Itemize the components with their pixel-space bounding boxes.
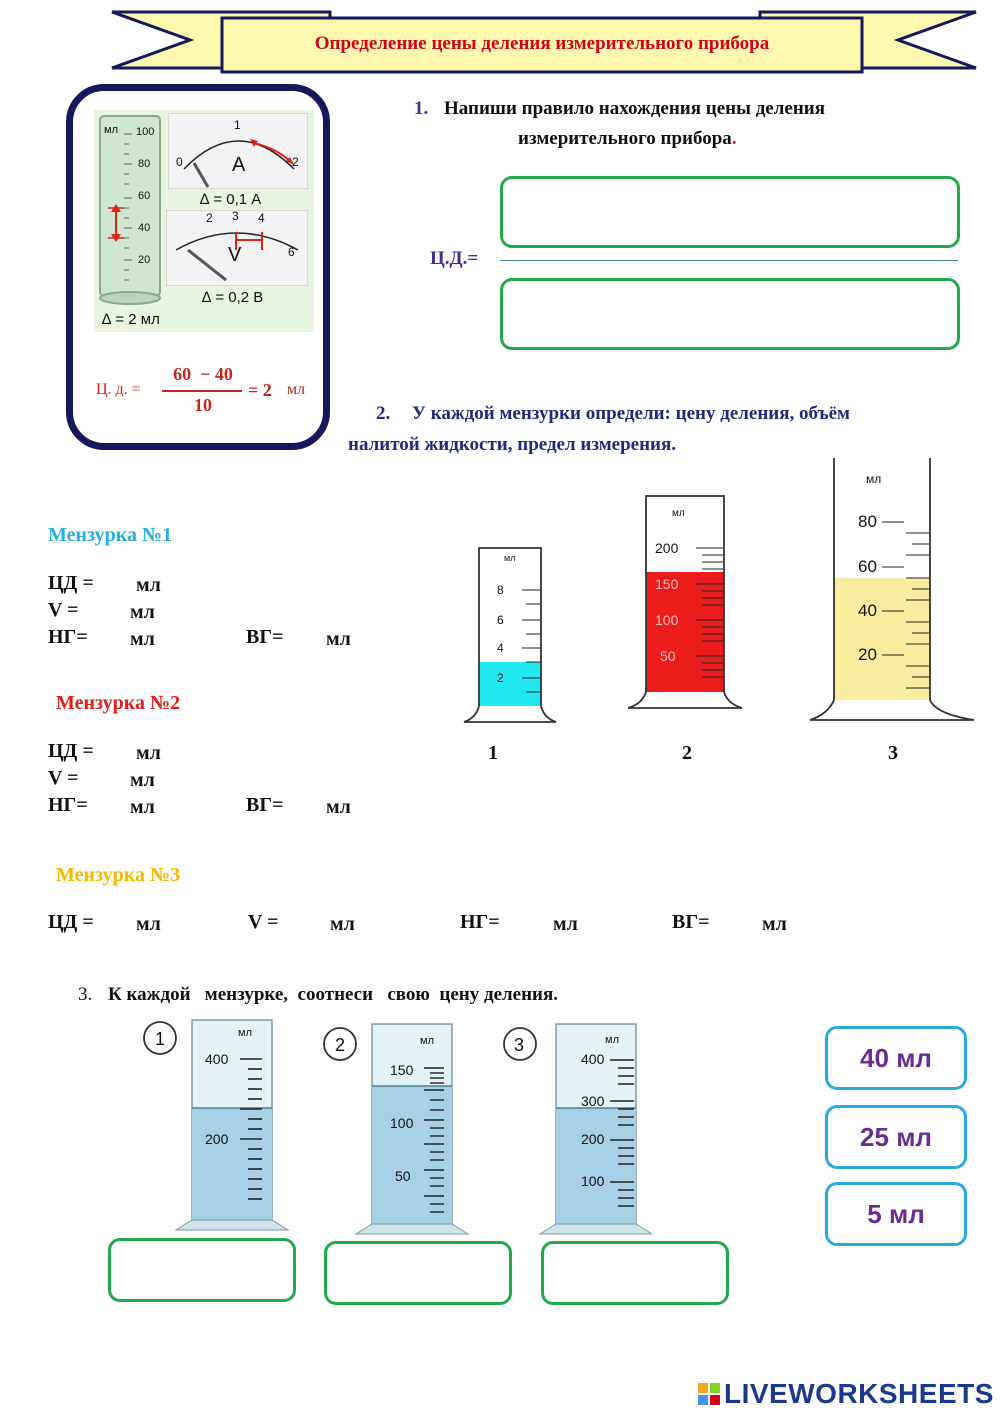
q1-line2-text: измерительного прибора xyxy=(518,128,732,149)
m2-cd-unit: мл xyxy=(136,742,161,764)
beaker-3-tick: 60 xyxy=(858,557,877,576)
choice-5ml[interactable]: 5 мл xyxy=(825,1182,967,1246)
formula-label: Ц. д. = xyxy=(96,381,141,398)
cylinder-2-tick: 150 xyxy=(390,1062,414,1078)
cylinder-2-unit: мл xyxy=(420,1035,434,1047)
beaker-2-tick: 200 xyxy=(655,540,679,556)
m3-ng-unit: мл xyxy=(553,913,578,935)
cylinder-1-unit: мл xyxy=(238,1027,252,1039)
voltmeter-tick: 6 xyxy=(288,245,295,259)
q1-line2 xyxy=(518,128,737,150)
cylinder-3-number: 3 xyxy=(514,1035,525,1055)
beaker-3-tick: 40 xyxy=(858,601,877,620)
formula-denominator: 10 xyxy=(194,395,212,415)
cylinder-1-answer-input[interactable] xyxy=(108,1238,296,1302)
voltmeter-tick: 3 xyxy=(232,209,239,223)
m2-v-unit: мл xyxy=(130,769,155,791)
m3-ng-label: НГ= xyxy=(460,911,500,933)
m3-cd-unit: мл xyxy=(136,913,161,935)
cylinder-3-answer-input[interactable] xyxy=(541,1241,729,1305)
beaker-2-number: 2 xyxy=(682,742,692,764)
q1-number: 1. xyxy=(414,98,429,119)
m1-v-unit: мл xyxy=(130,601,155,623)
ammeter-tick: 1 xyxy=(234,118,241,132)
cylinder-3-tick: 100 xyxy=(581,1173,605,1189)
m3-v-label: V = xyxy=(248,911,279,933)
m1-v-label: V = xyxy=(48,599,79,621)
formula-unit: мл xyxy=(287,381,306,398)
q3-number: 3. xyxy=(78,984,93,1005)
formula-fraction-bar xyxy=(162,390,242,392)
m3-vg-label: ВГ= xyxy=(672,911,710,933)
liveworksheets-badge-icon xyxy=(698,1383,720,1405)
formula-result: = 2 xyxy=(248,380,272,400)
beaker-3-tick: 20 xyxy=(858,645,877,664)
cylinder-3-unit: мл xyxy=(605,1034,619,1046)
beaker-2-tick: 150 xyxy=(655,576,679,592)
cylinder-2-tick: 100 xyxy=(390,1115,414,1131)
cylinder-3-tick: 400 xyxy=(581,1051,605,1067)
beaker-1-tick: 6 xyxy=(497,613,504,627)
info-cyl-tick: 100 xyxy=(136,126,155,138)
liveworksheets-logo: LIVEWORKSHEETS xyxy=(724,1378,994,1409)
voltmeter-delta: ∆ = 0,2 В xyxy=(202,289,264,306)
q2-line1: У каждой мензурки определи: цену деления, объём xyxy=(412,403,851,424)
m1-vg-label: ВГ= xyxy=(246,626,284,648)
cylinder-1-tick: 400 xyxy=(205,1051,229,1067)
m3-v-unit: мл xyxy=(330,913,355,935)
ammeter-letter: A xyxy=(232,154,246,176)
q2-line2: налитой жидкости, предел измерения. xyxy=(348,434,677,455)
m2-ng-unit: мл xyxy=(130,796,155,818)
m3-vg-unit: мл xyxy=(762,913,787,935)
q1-line1: Напиши правило нахождения цены деления xyxy=(444,98,826,119)
m1-ng-label: НГ= xyxy=(48,626,88,648)
q1-period: . xyxy=(731,128,737,149)
ammeter-delta: ∆ = 0,1 А xyxy=(200,191,262,208)
info-cyl-tick: 40 xyxy=(138,222,151,234)
beaker-1-tick: 4 xyxy=(497,641,504,655)
beaker-1-number: 1 xyxy=(488,742,498,764)
beaker-3-tick: 80 xyxy=(858,512,877,531)
beaker-1-graphic xyxy=(460,544,560,726)
info-cyl-tick: 60 xyxy=(138,190,151,202)
m2-vg-label: ВГ= xyxy=(246,794,284,816)
voltmeter-letter: V xyxy=(228,244,242,266)
m1-vg-unit: мл xyxy=(326,628,351,650)
menzurka-1-title: Мензурка №1 xyxy=(48,524,173,546)
cylinder-3-tick: 200 xyxy=(581,1131,605,1147)
cylinder-1-number: 1 xyxy=(155,1029,166,1049)
m2-cd-label: ЦД = xyxy=(48,740,94,762)
info-cylinder-graphic xyxy=(96,112,168,308)
cylinder-2-number: 2 xyxy=(335,1035,346,1055)
m3-cd-label: ЦД = xyxy=(48,911,94,933)
cylinder-2-answer-input[interactable] xyxy=(324,1241,512,1305)
menzurka-2-title: Мензурка №2 xyxy=(56,692,181,714)
info-cyl-tick: 20 xyxy=(138,254,151,266)
beaker-1-tick: 2 xyxy=(497,671,504,685)
cylinder-2-tick: 50 xyxy=(395,1168,411,1184)
voltmeter-tick: 4 xyxy=(258,211,265,225)
beaker-3-graphic xyxy=(808,458,976,726)
rule-denominator-input[interactable] xyxy=(500,278,960,350)
formula-numerator: 60 − 40 xyxy=(173,364,233,384)
rule-fraction-line xyxy=(500,260,958,261)
choice-40ml[interactable]: 40 мл xyxy=(825,1026,967,1090)
beaker-3-number: 3 xyxy=(888,742,898,764)
beaker-3-unit: мл xyxy=(866,472,882,486)
beaker-2-tick: 50 xyxy=(660,648,676,664)
beaker-2-unit: мл xyxy=(672,508,685,519)
info-cyl-unit: мл xyxy=(104,124,118,136)
m2-v-label: V = xyxy=(48,767,79,789)
ammeter-tick: 2 xyxy=(292,155,299,169)
info-cyl-tick: 80 xyxy=(138,158,151,170)
rule-numerator-input[interactable] xyxy=(500,176,960,248)
m1-ng-unit: мл xyxy=(130,628,155,650)
m1-cd-label: ЦД = xyxy=(48,572,94,594)
cd-label: Ц.Д.= xyxy=(430,248,479,269)
menzurka-3-title: Мензурка №3 xyxy=(56,864,181,886)
choice-25ml[interactable]: 25 мл xyxy=(825,1105,967,1169)
q2-number: 2. xyxy=(376,403,391,424)
ammeter-tick: 0 xyxy=(176,155,183,169)
m1-cd-unit: мл xyxy=(136,574,161,596)
m2-vg-unit: мл xyxy=(326,796,351,818)
q3-text: К каждой мензурке, соотнеси свою цену деления. xyxy=(108,984,559,1005)
voltmeter-tick: 2 xyxy=(206,211,213,225)
info-cyl-delta: ∆ = 2 мл xyxy=(102,311,160,328)
cylinder-3-tick: 300 xyxy=(581,1093,605,1109)
beaker-2-tick: 100 xyxy=(655,612,679,628)
beaker-2-graphic xyxy=(624,494,744,716)
beaker-1-unit: мл xyxy=(504,553,516,563)
m2-ng-label: НГ= xyxy=(48,794,88,816)
beaker-1-tick: 8 xyxy=(497,583,504,597)
cylinder-1-tick: 200 xyxy=(205,1131,229,1147)
page-title: Определение цены деления измерительного прибора xyxy=(314,33,770,54)
